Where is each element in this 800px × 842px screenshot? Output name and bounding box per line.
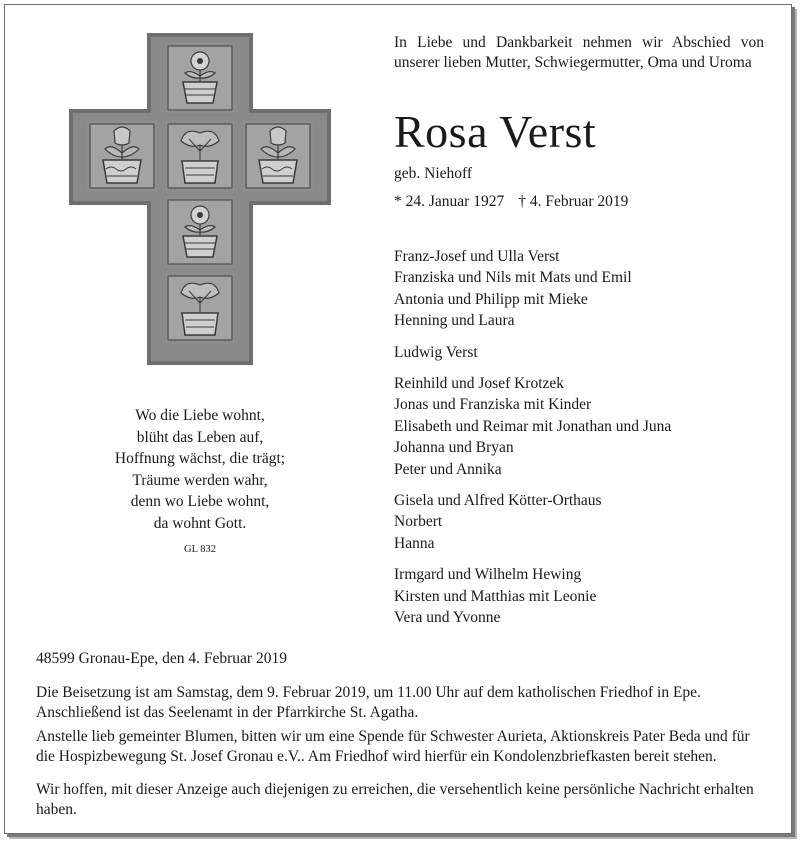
death-date: † 4. Februar 2019 bbox=[518, 193, 629, 210]
verse-line: denn wo Liebe wohnt, bbox=[130, 493, 270, 510]
intro-text: In Liebe und Dankbarkeit nehmen wir Abschied von unserer lieben Mutter, Schwiegermutter, Oma und Uroma bbox=[394, 34, 764, 71]
family-group bbox=[394, 342, 774, 363]
life-dates bbox=[394, 193, 628, 211]
verse-line: da wohnt Gott. bbox=[153, 514, 247, 532]
mourner-line: Franziska und Nils mit Mats und Emil bbox=[394, 269, 632, 287]
closing-notice: Wir hoffen, mit dieser Anzeige auch diejenigen zu erreichen, die versehentlich keine persönliche Nachricht erhalten haben. bbox=[36, 781, 754, 818]
deceased-name: Rosa Verst bbox=[394, 106, 597, 157]
verse-line: Träume werden wahr, bbox=[132, 471, 268, 489]
place-date: 48599 Gronau-Epe, den 4. Februar 2019 bbox=[36, 650, 287, 667]
mourner-line: Johanna und Bryan bbox=[394, 439, 514, 457]
verse-line: blüht das Leben auf, bbox=[136, 428, 264, 446]
family-group bbox=[394, 490, 774, 554]
mourner-line: Norbert bbox=[394, 513, 443, 531]
mourner-line: Gisela und Alfred Kötter-Orthaus bbox=[394, 492, 602, 510]
mourner-line: Franz-Josef und Ulla Verst bbox=[394, 248, 560, 265]
mourner-line: Irmgard und Wilhelm Hewing bbox=[394, 566, 582, 584]
cross-image bbox=[69, 33, 331, 365]
burial-notice: Die Beisetzung ist am Samstag, dem 9. Februar 2019, um 11.00 Uhr auf dem katholischen Friedhof in Epe. Anschließend ist das Seelenamt in der Pfarrkirche St. Agatha. bbox=[36, 684, 701, 721]
family-group bbox=[394, 564, 774, 628]
mourner-line: Ludwig Verst bbox=[394, 343, 478, 361]
birth-name: geb. Niehoff bbox=[394, 165, 473, 182]
birth-date: * 24. Januar 1927 bbox=[394, 193, 505, 210]
mourner-line: Kirsten und Matthias mit Leonie bbox=[394, 587, 597, 605]
family-group bbox=[394, 246, 774, 332]
mourner-line: Reinhild und Josef Krotzek bbox=[394, 375, 565, 393]
mourner-line: Jonas und Franziska mit Kinder bbox=[394, 396, 592, 414]
verse-reference: GL 832 bbox=[184, 544, 216, 555]
verse bbox=[69, 405, 331, 534]
verse-line: Wo die Liebe wohnt, bbox=[135, 407, 265, 424]
mourner-line: Hanna bbox=[394, 534, 435, 552]
family-group bbox=[394, 373, 774, 480]
mourner-line: Peter und Annika bbox=[394, 460, 502, 478]
mourner-line: Vera und Yvonne bbox=[394, 609, 501, 627]
obituary-frame bbox=[4, 4, 792, 834]
mourner-line: Henning und Laura bbox=[394, 312, 515, 330]
donation-notice: Anstelle lieb gemeinter Blumen, bitten wir um eine Spende für Schwester Aurieta, Aktionskreis Pater Beda und für die Hospizbewegung St. Josef Gronau e.V.. Am Friedhof wird hierfür ein Kondolenzbriefkasten bereit stehen. bbox=[36, 728, 750, 765]
mourner-line: Antonia und Philipp mit Mieke bbox=[394, 290, 588, 308]
mourner-line: Elisabeth und Reimar mit Jonathan und Juna bbox=[394, 417, 672, 435]
verse-line: Hoffnung wächst, die trägt; bbox=[114, 450, 286, 467]
mourners-list bbox=[394, 246, 774, 639]
